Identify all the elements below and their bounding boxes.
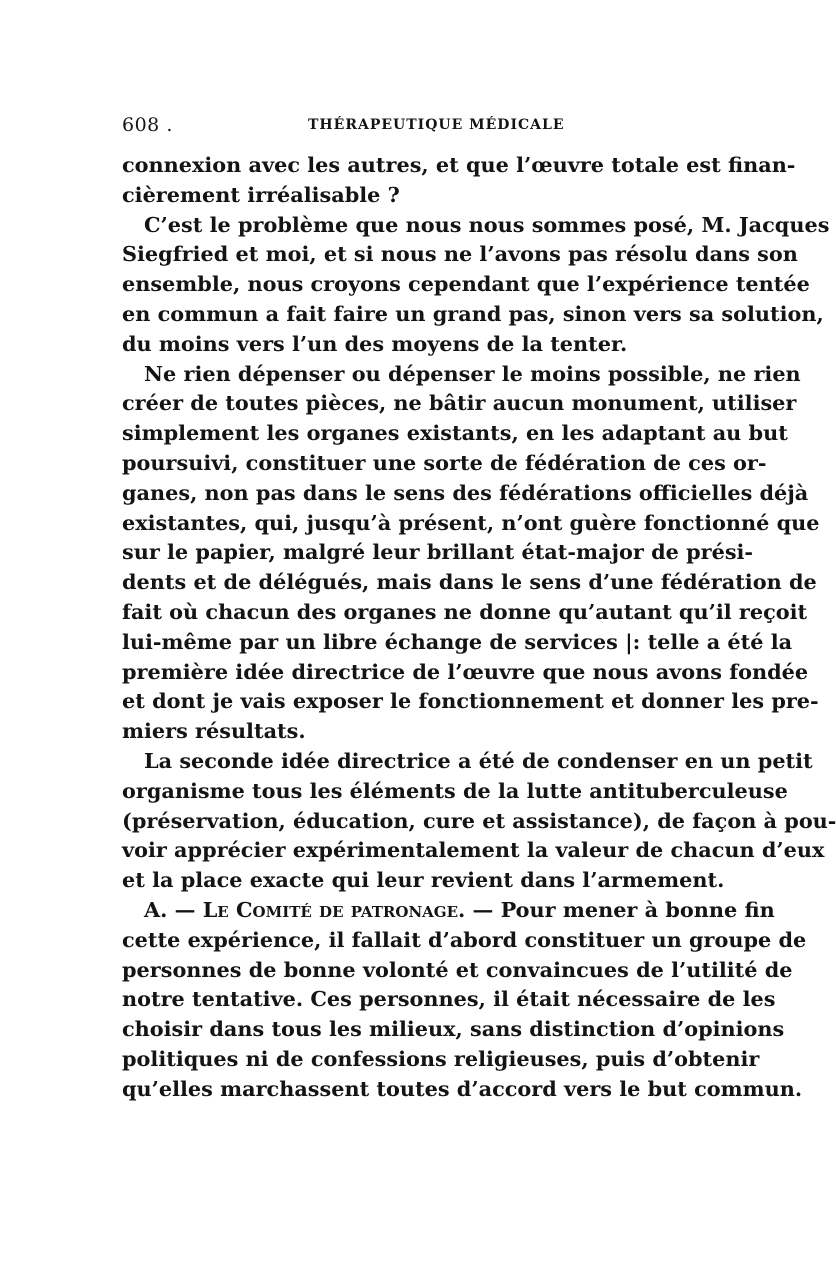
- text-line: voir apprécier expérimentalement la valeur de chacun d’eux: [122, 837, 825, 863]
- text-line: existantes, qui, jusqu’à présent, n’ont guère fonctionné que: [122, 509, 820, 535]
- text-line: dents et de délégués, mais dans le sens d’une fédération de: [122, 569, 817, 595]
- text-line: Siegfried et moi, et si nous ne l’avons pas résolu dans son: [122, 241, 798, 267]
- running-header: [122, 114, 672, 138]
- text-line: du moins vers l’un des moyens de la tenter.: [122, 330, 628, 356]
- text-line: fait où chacun des organes ne donne qu’autant qu’il reçoit: [122, 598, 808, 624]
- section-lead-text: — Pour mener à bonne fin: [472, 896, 775, 922]
- text-line: personnes de bonne volonté et convaincues de l’utilité de: [122, 956, 793, 982]
- section-number: A.: [144, 896, 168, 922]
- text-line: qu’elles marchassent toutes d’accord vers le but commun.: [122, 1075, 803, 1101]
- text-line: cièrement irréalisable ?: [122, 181, 400, 207]
- section-dash: —: [174, 896, 196, 922]
- text-line: première idée directrice de l’œuvre que nous avons fondée: [122, 658, 809, 684]
- body-text: [122, 150, 836, 1104]
- text-line: (préservation, éducation, cure et assistance), de façon à pou-: [122, 807, 836, 833]
- text-line: simplement les organes existants, en les adaptant au but: [122, 420, 788, 446]
- section-heading-line: [122, 895, 775, 925]
- page-number: 608 .: [122, 114, 173, 136]
- section-heading: Le Comité de patronage.: [202, 896, 466, 922]
- paragraph-start-line: La seconde idée directrice a été de condenser en un petit: [144, 747, 813, 773]
- text-line: sur le papier, malgré leur brillant état-major de prési-: [122, 539, 754, 565]
- paragraph-start-line: C’est le problème que nous nous sommes posé, M. Jacques: [144, 211, 830, 237]
- paragraph-start-line: Ne rien dépenser ou dépenser le moins possible, ne rien: [144, 360, 801, 386]
- text-line: poursuivi, constituer une sorte de fédération de ces or-: [122, 449, 767, 475]
- text-line: miers résultats.: [122, 718, 306, 744]
- text-line: choisir dans tous les milieux, sans distinction d’opinions: [122, 1016, 785, 1042]
- text-line: connexion avec les autres, et que l’œuvre totale est finan-: [122, 152, 796, 177]
- text-line: ensemble, nous croyons cependant que l’expérience tentée: [122, 271, 810, 297]
- text-line: en commun a fait faire un grand pas, sinon vers sa solution,: [122, 300, 824, 326]
- text-line: lui-même par un libre échange de services |: telle a été la: [122, 628, 793, 654]
- text-line: notre tentative. Ces personnes, il était nécessaire de les: [122, 986, 776, 1012]
- text-line: ganes, non pas dans le sens des fédérations officielles déjà: [122, 479, 809, 505]
- text-line: organisme tous les éléments de la lutte antituberculeuse: [122, 777, 788, 803]
- text-line: créer de toutes pièces, ne bâtir aucun monument, utiliser: [122, 390, 797, 416]
- text-line: politiques ni de confessions religieuses, puis d’obtenir: [122, 1045, 760, 1071]
- text-line: cette expérience, il fallait d’abord constituer un groupe de: [122, 926, 807, 952]
- text-line: et dont je vais exposer le fonctionnement et donner les pre-: [122, 688, 819, 714]
- running-title: THÉRAPEUTIQUE MÉDICALE: [308, 117, 565, 133]
- text-line: et la place exacte qui leur revient dans l’armement.: [122, 867, 725, 893]
